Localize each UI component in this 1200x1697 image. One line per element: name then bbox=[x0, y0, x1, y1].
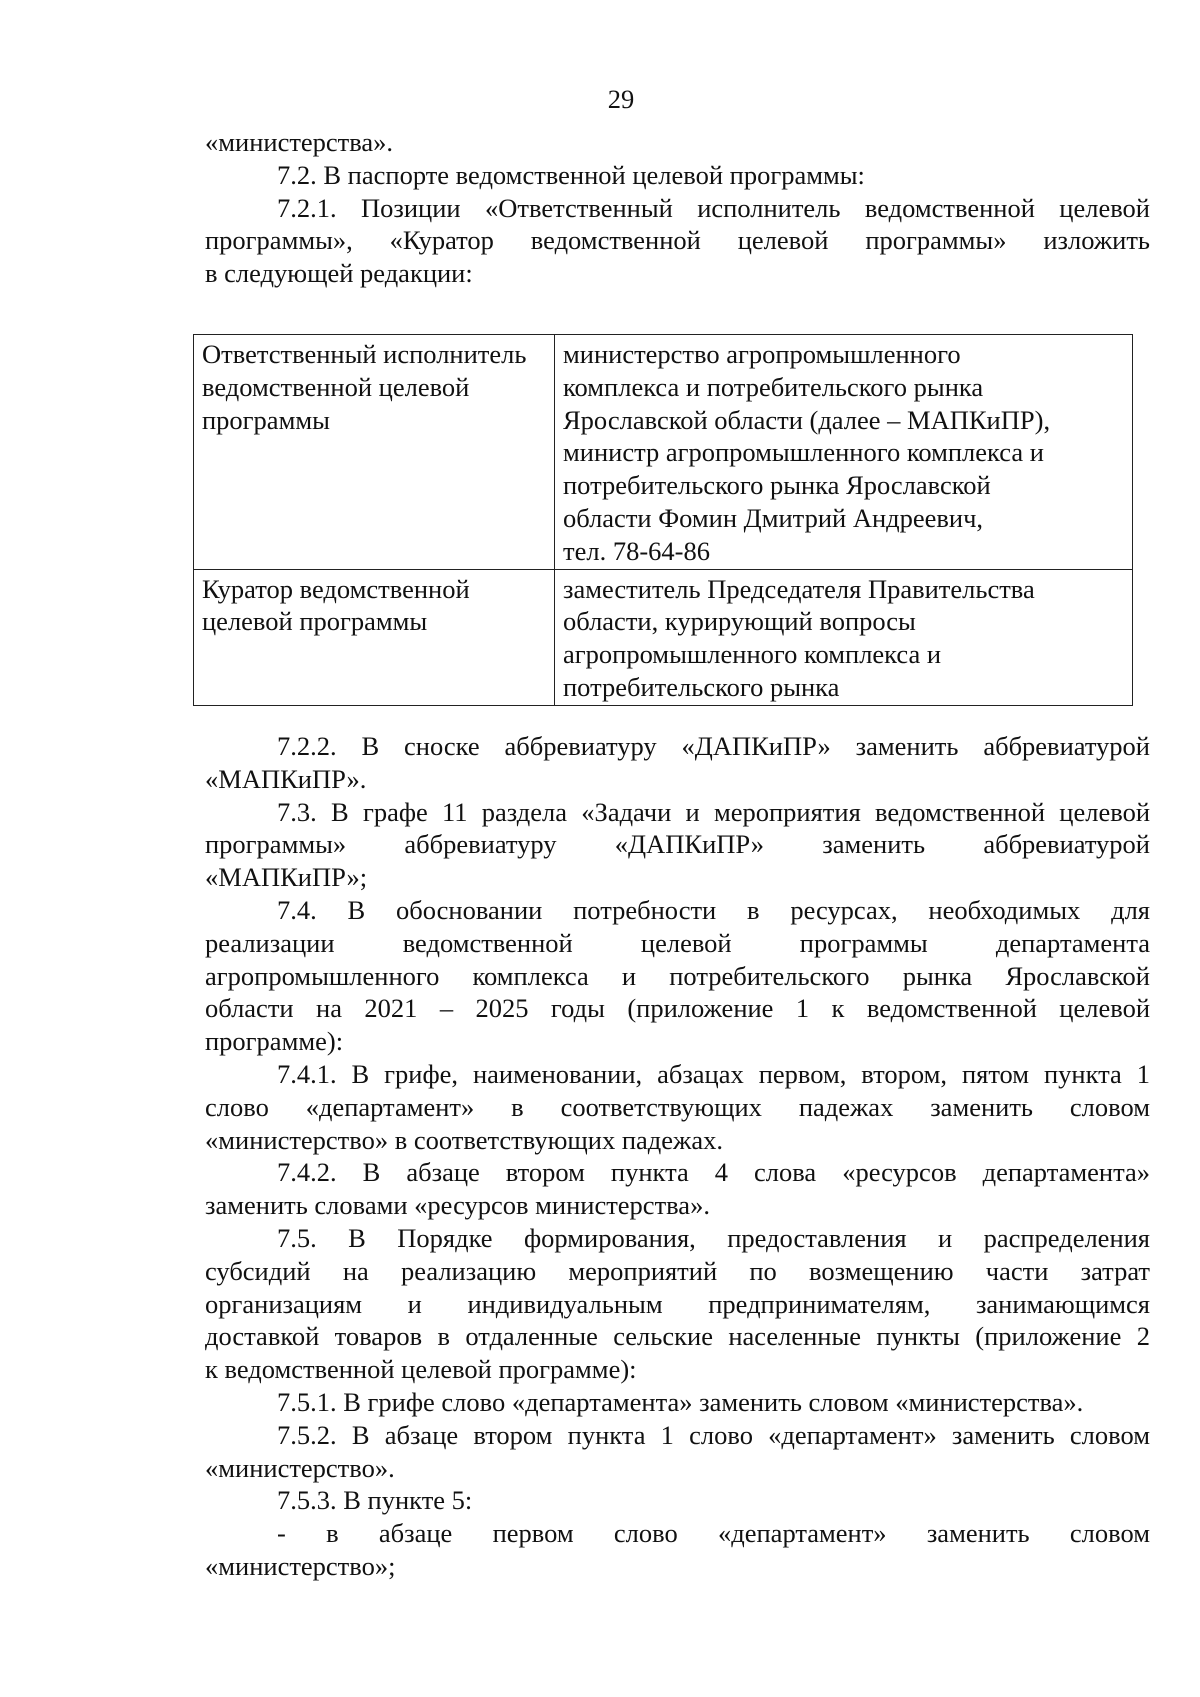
text-line: 7.3. В графе 11 раздела «Задачи и мероприятия ведомственной целевой bbox=[277, 796, 1150, 827]
text-line: 7.4.2. В абзаце втором пункта 4 слова «ресурсов департамента» bbox=[277, 1157, 1150, 1188]
table-row bbox=[194, 335, 1133, 570]
text-line: 7.2.1. Позиции «Ответственный исполнитель ведомственной целевой bbox=[277, 192, 1150, 223]
text-line: - в абзаце первом слово «департамент» заменить словом bbox=[277, 1518, 1150, 1549]
cell-line: Ответственный исполнитель bbox=[202, 339, 527, 369]
text-line: 7.5.2. В абзаце втором пункта 1 слово «департамент» заменить словом bbox=[277, 1419, 1150, 1450]
text-line: 7.4. В обосновании потребности в ресурсах, необходимых для bbox=[277, 894, 1150, 925]
intro-block bbox=[205, 126, 1150, 290]
text-line: реализации ведомственной целевой программы департамента bbox=[205, 927, 1150, 958]
text-line: субсидий на реализацию мероприятий по возмещению части затрат bbox=[205, 1255, 1150, 1286]
text-line: «министерства». bbox=[205, 127, 394, 157]
table-cell-label bbox=[194, 335, 555, 570]
cell-line: министр агропромышленного комплекса и bbox=[563, 437, 1044, 468]
cell-line: Ярославской области (далее – МАПКиПР), bbox=[563, 404, 1051, 435]
table-cell-label bbox=[194, 569, 555, 705]
text-line: 7.2.2. В сноске аббревиатуру «ДАПКиПР» заменить аббревиатурой bbox=[277, 731, 1150, 761]
text-line: 7.2. В паспорте ведомственной целевой программы: bbox=[277, 159, 865, 190]
cell-line: министерство агропромышленного bbox=[563, 339, 961, 369]
text-line: «министерство». bbox=[205, 1452, 395, 1483]
cell-line: потребительского рынка bbox=[563, 671, 840, 702]
text-line: 7.4.1. В грифе, наименовании, абзацах первом, втором, пятом пункта 1 bbox=[277, 1058, 1150, 1089]
text-line: заменить словами «ресурсов министерства». bbox=[205, 1190, 710, 1221]
text-line: 7.5.3. В пункте 5: bbox=[277, 1485, 473, 1516]
text-line: области на 2021 – 2025 годы (приложение 1 к ведомственной целевой bbox=[205, 993, 1150, 1024]
cell-line: области, курирующий вопросы bbox=[563, 606, 916, 637]
paragraph bbox=[205, 159, 1150, 192]
cell-line: потребительского рынка Ярославской bbox=[563, 470, 991, 501]
cell-line: заместитель Председателя Правительства bbox=[563, 573, 1035, 604]
page-number: 29 bbox=[607, 84, 635, 114]
text-line: слово «департамент» в соответствующих падежах заменить словом bbox=[205, 1091, 1150, 1122]
cell-line: Куратор ведомственной bbox=[202, 573, 470, 604]
paragraph bbox=[205, 192, 1150, 290]
text-line: организациям и индивидуальным предпринимателям, занимающимся bbox=[205, 1288, 1150, 1319]
cell-line: программы bbox=[202, 404, 330, 435]
cell-line: агропромышленного комплекса и bbox=[563, 639, 942, 670]
cell-line: области Фомин Дмитрий Андреевич, bbox=[563, 502, 984, 533]
text-line: 7.5. В Порядке формирования, предоставления и распределения bbox=[277, 1222, 1150, 1253]
text-line: «МАПКиПР». bbox=[205, 763, 367, 794]
body-block bbox=[205, 730, 1150, 1583]
text-line: программе): bbox=[205, 1026, 344, 1057]
text-line: программы», «Куратор ведомственной целевой программы» изложить bbox=[205, 225, 1150, 256]
cell-line: комплекса и потребительского рынка bbox=[563, 371, 984, 402]
text-line: «министерство» в соответствующих падежах. bbox=[205, 1124, 723, 1155]
table-cell-value bbox=[555, 569, 1133, 705]
cell-line: ведомственной целевой bbox=[202, 371, 470, 402]
text-line: программы» аббревиатуру «ДАПКиПР» заменить аббревиатурой bbox=[205, 829, 1150, 860]
cell-line: тел. 78-64-86 bbox=[563, 535, 710, 566]
passport-table bbox=[193, 334, 1133, 706]
text-line: в следующей редакции: bbox=[205, 258, 473, 289]
text-line: агропромышленного комплекса и потребительского рынка Ярославской bbox=[205, 960, 1150, 991]
paragraph bbox=[205, 126, 1150, 159]
text-line: к ведомственной целевой программе): bbox=[205, 1354, 637, 1385]
table-row bbox=[194, 569, 1133, 705]
cell-line: целевой программы bbox=[202, 606, 428, 637]
text-line: доставкой товаров в отдаленные сельские населенные пункты (приложение 2 bbox=[205, 1321, 1150, 1352]
text-line: «министерство»; bbox=[205, 1550, 396, 1581]
text-line: «МАПКиПР»; bbox=[205, 862, 368, 893]
text-line: 7.5.1. В грифе слово «департамента» заменить словом «министерства». bbox=[277, 1386, 1084, 1417]
table-cell-value bbox=[555, 335, 1133, 570]
